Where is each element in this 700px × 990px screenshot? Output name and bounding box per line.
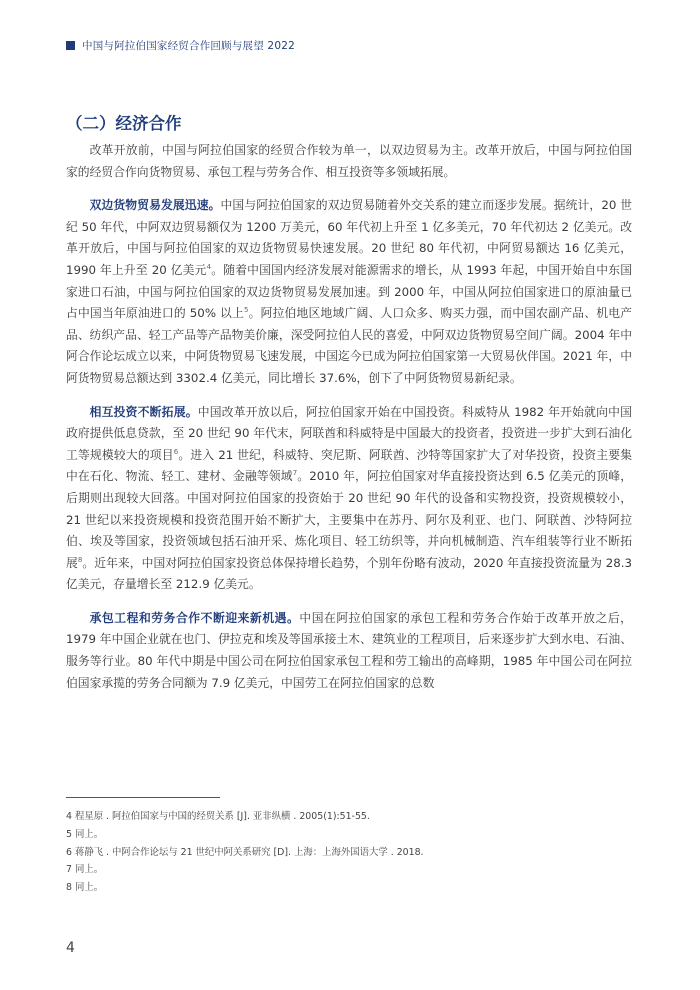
paragraph-text: 。随着中国国内经济发展对能源需求的增长，从 1993 年起，中国开始自中东国家进口石油，中国与阿拉伯国家的双边货物贸易发展加速。到 2000 年，中国从阿拉伯国家进口的原油量已占中国当年原油进口的 50% 以上 — [66, 262, 632, 321]
paragraph-text: 。2010 年，阿拉伯国家对华直接投资达到 6.5 亿美元的顶峰，后期则出现较大回落。中国对阿拉伯国家的投资始于 20 世纪 90 年代的设备和实物投资，投资规模较小，21 世纪以来投资规模和投资范围开始不断扩大，主要集中在苏丹、阿尔及利亚、也门、阿联酋、沙特阿拉伯、埃及等国家，投资领域包括石油开采、炼化项目、轻工纺织等，并向机械制造、汽车组装等行业不断拓展 — [66, 469, 632, 570]
footnote-ref[interactable]: 4 — [206, 263, 212, 272]
paragraph-text: 。阿拉伯地区地域广阔、人口众多、购买力强，而中国农副产品、机电产品、纺织产品、轻工产品等产品物美价廉，深受阿拉伯人民的喜爱，中阿双边货物贸易空间广阔。2004 年中阿合作论坛成立以来，中阿货物贸易飞速发展，中国迄今已成为阿拉伯国家第一大贸易伙伴国。2021 年，中阿货物贸易总额达到 3302.4 亿美元，同比增长 37.6%，创下了中阿货物贸易新纪录。 — [66, 306, 632, 385]
paragraph-lead: 双边货物贸易发展迅速。 — [89, 198, 221, 213]
paragraph-intro — [66, 140, 632, 183]
footnote-ref[interactable]: 8 — [77, 555, 83, 564]
footnote-divider — [66, 797, 220, 798]
footnote-item: 4 程星原 . 阿拉伯国家与中国的经贸关系 [J]. 亚非纵横 . 2005(1):51-55. — [66, 811, 370, 822]
paragraph-text: 中国与阿拉伯国家的双边贸易随着外交关系的建立而逐步发展。据统计，20 世纪 50 年代，中阿双边贸易额仅为 1200 万美元，60 年代初上升至 1 亿多美元，70 年代初达 2 亿美元。改革开放后，中国与阿拉伯国家的双边货物贸易快速发展。20 世纪 80 年代初，中阿贸易额达 16 亿美元，1990 年上升至 20 亿美元 — [66, 198, 632, 277]
page-number: 4 — [66, 940, 75, 956]
footnote-ref[interactable]: 6 — [173, 447, 179, 456]
paragraph-text: 。近年来，中国对阿拉伯国家投资总体保持增长趋势，个别年份略有波动，2020 年直接投资流量为 28.3 亿美元，存量增长至 212.9 亿美元。 — [66, 555, 632, 592]
footnote-item: 6 蒋静飞 . 中阿合作论坛与 21 世纪中阿关系研究 [D]. 上海：上海外国语大学 . 2018. — [66, 846, 424, 858]
footnote-item: 8 同上。 — [66, 882, 104, 894]
paragraph-text: 中国在阿拉伯国家的承包工程和劳务合作始于改革开放之后，1979 年中国企业就在也门、伊拉克和埃及等国承接土木、建筑业的工程项目，后来逐步扩大到水电、石油、服务等行业。80 年代中期是中国公司在阿拉伯国家承包工程和劳工输出的高峰期，1985 年中国公司在阿拉伯国家承揽的劳务合同额为 7.9 亿美元，中国劳工在阿拉伯国家的总数 — [66, 610, 632, 690]
paragraph-text: 改革开放前，中国与阿拉伯国家的经贸合作较为单一，以双边贸易为主。改革开放后，中国与阿拉伯国家的经贸合作向货物贸易、承包工程与劳务合作、相互投资等多领域拓展。 — [66, 143, 632, 179]
footnote-ref[interactable]: 7 — [292, 469, 298, 478]
paragraph-trade — [66, 195, 632, 389]
paragraph-text: 中国改革开放以后，阿拉伯国家开始在中国投资。科威特从 1982 年开始就向中国政府提供低息贷款，至 20 世纪 90 年代末，阿联酋和科威特是中国最大的投资者，投资进一步扩大到石油化工等规模较大的项目 — [66, 404, 632, 462]
running-header — [66, 38, 295, 53]
body-text — [66, 140, 632, 706]
paragraph-lead: 相互投资不断拓展。 — [89, 404, 198, 419]
paragraph-lead: 承包工程和劳务合作不断迎来新机遇。 — [89, 610, 300, 625]
footnotes — [66, 808, 632, 897]
footnote-item: 7 同上。 — [66, 864, 104, 876]
section-title: （二）经济合作 — [66, 114, 182, 133]
paragraph-text: 。进入 21 世纪，科威特、突尼斯、阿联酋、沙特等国家扩大了对华投资，投资主要集中在石化、物流、轻工、建材、金融等领域 — [66, 447, 632, 484]
header-title: 中国与阿拉伯国家经贸合作回顾与展望 2022 — [82, 40, 295, 52]
header-square-icon — [66, 41, 75, 50]
footnote-item: 5 同上。 — [66, 828, 104, 840]
paragraph-investment — [66, 402, 632, 596]
footnote-ref[interactable]: 5 — [243, 306, 249, 315]
paragraph-contracting — [66, 608, 632, 694]
